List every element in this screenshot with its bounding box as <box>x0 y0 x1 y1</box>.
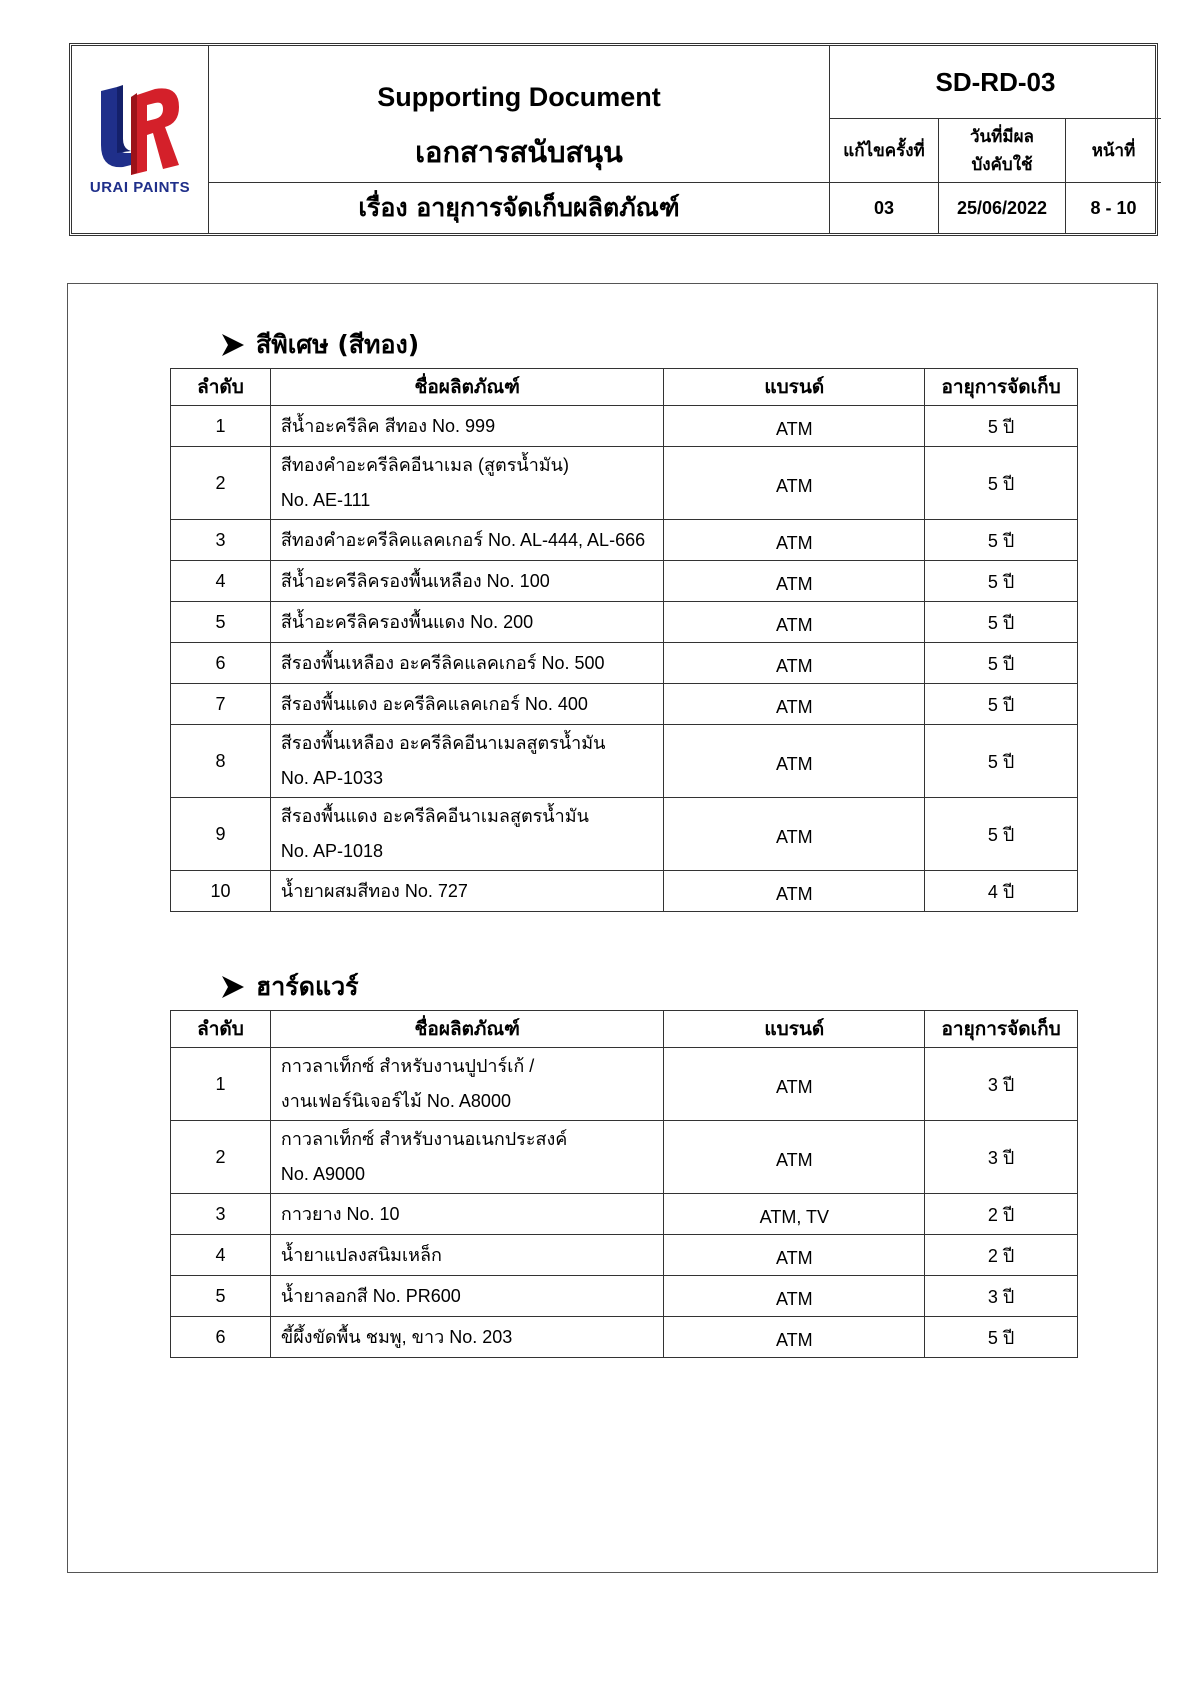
row-index: 2 <box>171 447 271 520</box>
row-brand: ATM <box>664 1317 925 1358</box>
table-row <box>171 1194 1078 1235</box>
row-brand: ATM <box>664 561 925 602</box>
row-brand: ATM, TV <box>664 1194 925 1235</box>
doc-subject: เรื่อง อายุการจัดเก็บผลิตภัณฑ์ <box>358 192 680 222</box>
table-row <box>171 871 1078 912</box>
hardware-table <box>170 1010 1078 1358</box>
row-name <box>270 447 664 520</box>
gold-paint-table <box>170 368 1078 912</box>
company-logo <box>72 46 208 233</box>
row-name <box>270 798 664 871</box>
row-name <box>270 725 664 798</box>
col-life: อายุการจัดเก็บ <box>925 1011 1078 1048</box>
row-index: 3 <box>171 520 271 561</box>
row-index: 3 <box>171 1194 271 1235</box>
table-row <box>171 643 1078 684</box>
table-header-row <box>171 369 1078 406</box>
row-brand: ATM <box>664 1276 925 1317</box>
col-index: ลำดับ <box>171 1011 271 1048</box>
revision-label: แก้ไขครั้งที่ <box>843 140 925 161</box>
table-row <box>171 1121 1078 1194</box>
table-header-row <box>171 1011 1078 1048</box>
section-title-text: ฮาร์ดแวร์ <box>256 972 359 1001</box>
document-header <box>69 43 1158 236</box>
table-row <box>171 561 1078 602</box>
col-life: อายุการจัดเก็บ <box>925 369 1078 406</box>
revision-label-cell <box>830 119 938 182</box>
row-life: 2 ปี <box>925 1194 1078 1235</box>
table-row <box>171 406 1078 447</box>
row-name-line2: No. AP-1018 <box>280 841 383 861</box>
row-life: 5 ปี <box>925 643 1078 684</box>
effective-label-2: บังคับใช้ <box>971 154 1033 175</box>
row-name: น้ำยาแปลงสนิมเหล็ก <box>270 1235 664 1276</box>
row-index: 1 <box>171 1048 271 1121</box>
revision-value-cell <box>830 183 938 233</box>
row-life: 2 ปี <box>925 1235 1078 1276</box>
row-life: 5 ปี <box>925 406 1078 447</box>
row-brand: ATM <box>664 1121 925 1194</box>
page-value-cell <box>1066 183 1161 233</box>
row-life: 4 ปี <box>925 871 1078 912</box>
row-index: 2 <box>171 1121 271 1194</box>
row-brand: ATM <box>664 684 925 725</box>
row-name-line1: สีรองพื้นแดง อะครีลิคอีนาเมลสูตรน้ำมัน <box>280 806 589 826</box>
row-life: 5 ปี <box>925 561 1078 602</box>
effective-label-cell <box>939 119 1065 182</box>
col-index: ลำดับ <box>171 369 271 406</box>
row-brand: ATM <box>664 1235 925 1276</box>
row-name: สีน้ำอะครีลิครองพื้นเหลือง No. 100 <box>270 561 664 602</box>
row-life: 5 ปี <box>925 447 1078 520</box>
table-row <box>171 684 1078 725</box>
row-name-line1: กาวลาเท็กซ์ สำหรับงานอเนกประสงค์ <box>280 1129 568 1149</box>
table-row <box>171 798 1078 871</box>
row-name: น้ำยาลอกสี No. PR600 <box>270 1276 664 1317</box>
table-row <box>171 1235 1078 1276</box>
row-brand: ATM <box>664 871 925 912</box>
row-brand: ATM <box>664 725 925 798</box>
doc-code: SD-RD-03 <box>935 66 1056 97</box>
row-name-line2: No. AP-1033 <box>280 768 383 788</box>
row-life: 3 ปี <box>925 1048 1078 1121</box>
row-name: น้ำยาผสมสีทอง No. 727 <box>270 871 664 912</box>
arrowhead-bullet-icon <box>220 332 246 358</box>
row-index: 1 <box>171 406 271 447</box>
col-name: ชื่อผลิตภัณฑ์ <box>270 1011 664 1048</box>
row-index: 5 <box>171 1276 271 1317</box>
row-name: ขี้ผึ้งขัดพื้น ชมพู, ขาว No. 203 <box>270 1317 664 1358</box>
row-name <box>270 1121 664 1194</box>
page-label-cell <box>1066 119 1161 182</box>
row-name: สีน้ำอะครีลิค สีทอง No. 999 <box>270 406 664 447</box>
row-brand: ATM <box>664 798 925 871</box>
row-name: สีรองพื้นแดง อะครีลิคแลคเกอร์ No. 400 <box>270 684 664 725</box>
row-life: 5 ปี <box>925 520 1078 561</box>
row-index: 8 <box>171 725 271 798</box>
row-name: สีรองพื้นเหลือง อะครีลิคแลคเกอร์ No. 500 <box>270 643 664 684</box>
col-name: ชื่อผลิตภัณฑ์ <box>270 369 664 406</box>
urai-paints-logo <box>97 83 183 175</box>
row-life: 3 ปี <box>925 1121 1078 1194</box>
effective-label-1: วันที่มีผล <box>970 126 1034 147</box>
effective-date-cell <box>939 183 1065 233</box>
row-index: 7 <box>171 684 271 725</box>
row-index: 5 <box>171 602 271 643</box>
table-row <box>171 602 1078 643</box>
row-brand: ATM <box>664 602 925 643</box>
row-name-line1: สีทองคำอะครีลิคอีนาเมล (สูตรน้ำมัน) <box>280 455 569 475</box>
page-value: 8 - 10 <box>1090 197 1137 218</box>
table-row <box>171 1276 1078 1317</box>
effective-date: 25/06/2022 <box>956 197 1048 218</box>
row-name: กาวยาง No. 10 <box>270 1194 664 1235</box>
row-index: 6 <box>171 1317 271 1358</box>
section-title-text: สีพิเศษ (สีทอง) <box>256 330 420 359</box>
row-name-line2: No. AE-111 <box>280 490 371 510</box>
row-life: 5 ปี <box>925 725 1078 798</box>
table-row <box>171 1048 1078 1121</box>
row-life: 5 ปี <box>925 684 1078 725</box>
row-name <box>270 1048 664 1121</box>
row-life: 5 ปี <box>925 602 1078 643</box>
page-label: หน้าที่ <box>1091 140 1136 161</box>
row-name-line1: สีรองพื้นเหลือง อะครีลิคอีนาเมลสูตรน้ำมัน <box>280 733 606 753</box>
row-brand: ATM <box>664 447 925 520</box>
col-brand: แบรนด์ <box>664 1011 925 1048</box>
row-name-line1: กาวลาเท็กซ์ สำหรับงานปูปาร์เก้ / <box>280 1056 535 1076</box>
row-life: 3 ปี <box>925 1276 1078 1317</box>
doc-title-en: Supporting Document <box>377 81 661 112</box>
row-name-line2: งานเฟอร์นิเจอร์ไม้ No. A8000 <box>280 1091 511 1111</box>
row-index: 10 <box>171 871 271 912</box>
col-brand: แบรนด์ <box>664 369 925 406</box>
section-title-gold-paint <box>220 325 419 365</box>
table-row <box>171 725 1078 798</box>
row-index: 4 <box>171 561 271 602</box>
table-row <box>171 1317 1078 1358</box>
row-life: 5 ปี <box>925 798 1078 871</box>
row-brand: ATM <box>664 406 925 447</box>
row-brand: ATM <box>664 520 925 561</box>
row-brand: ATM <box>664 1048 925 1121</box>
arrowhead-bullet-icon <box>220 974 246 1000</box>
revision-value: 03 <box>873 197 895 218</box>
row-index: 9 <box>171 798 271 871</box>
row-name-line2: No. A9000 <box>280 1164 365 1184</box>
row-name: สีทองคำอะครีลิคแลคเกอร์ No. AL-444, AL-666 <box>270 520 664 561</box>
table-row <box>171 447 1078 520</box>
row-brand: ATM <box>664 643 925 684</box>
row-name: สีน้ำอะครีลิครองพื้นแดง No. 200 <box>270 602 664 643</box>
row-index: 6 <box>171 643 271 684</box>
row-index: 4 <box>171 1235 271 1276</box>
company-name: URAI PAINTS <box>89 179 191 196</box>
section-title-hardware <box>220 967 359 1007</box>
doc-title-th: เอกสารสนับสนุน <box>415 135 623 169</box>
table-row <box>171 520 1078 561</box>
row-life: 5 ปี <box>925 1317 1078 1358</box>
